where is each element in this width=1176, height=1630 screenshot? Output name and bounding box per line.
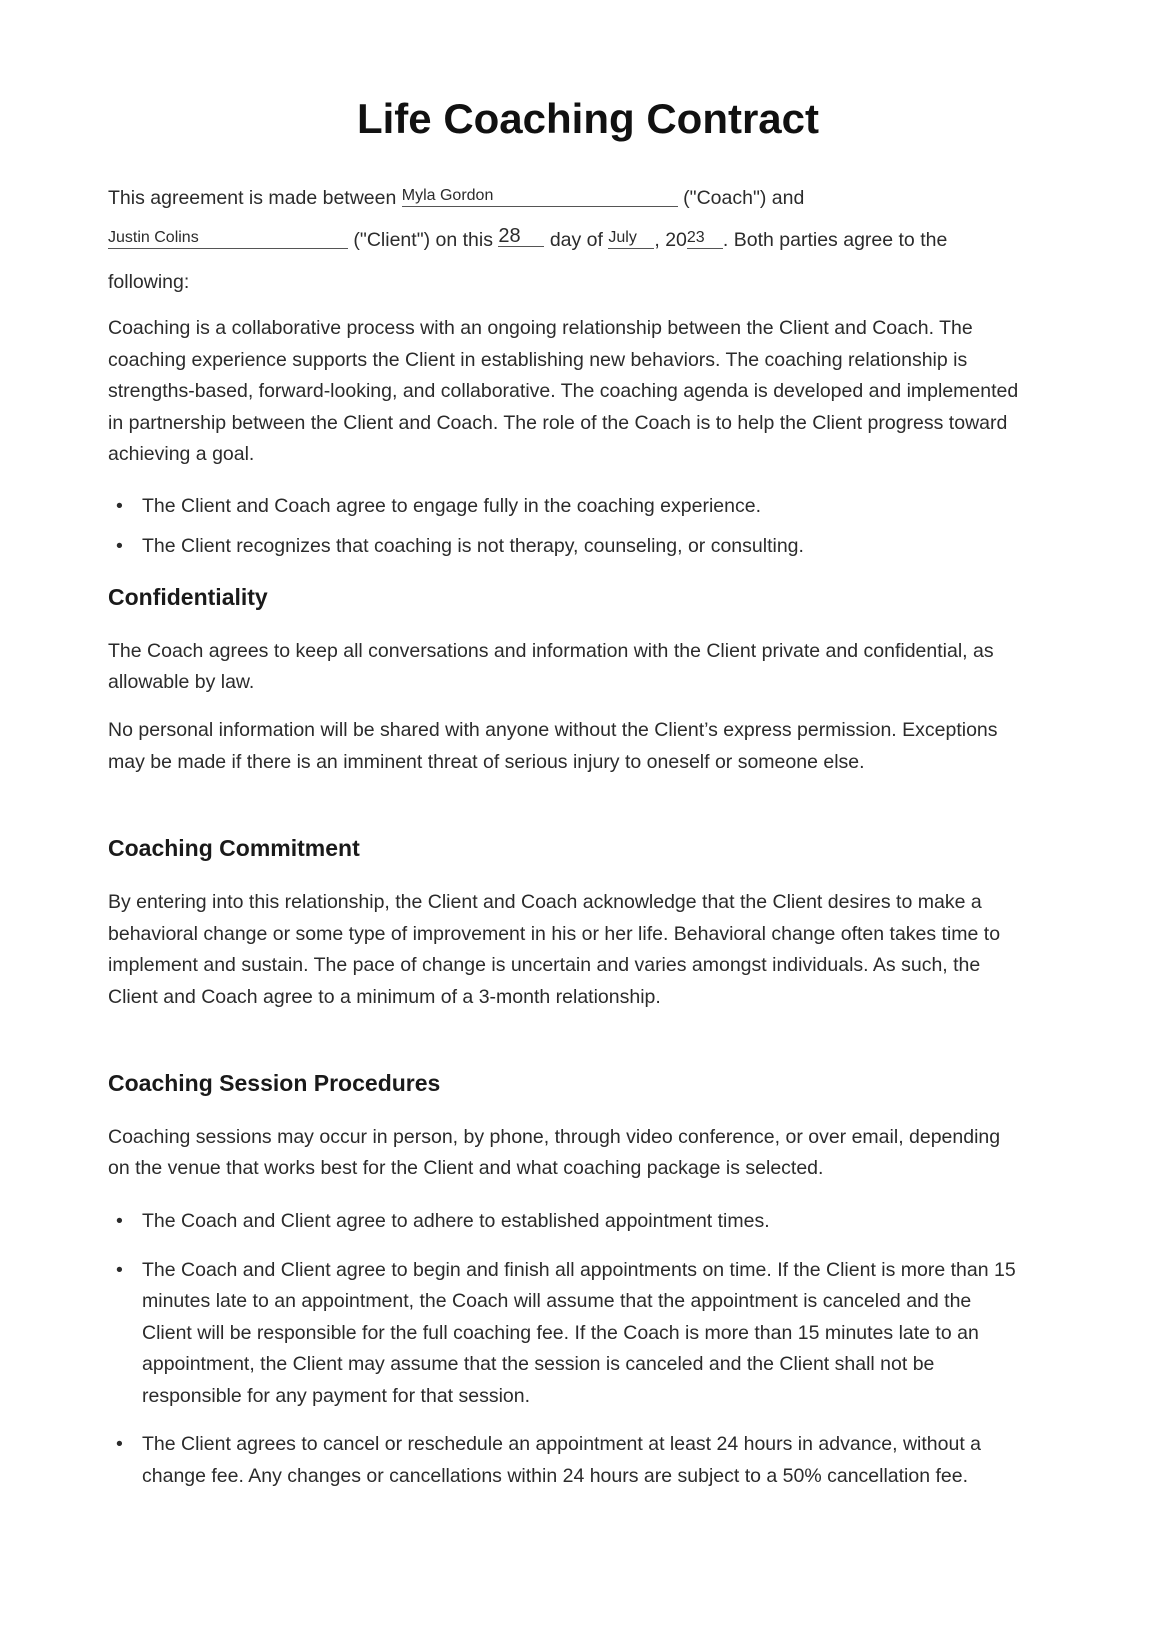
list-item: • The Coach and Client agree to adhere to established appointment times. [108, 1206, 1020, 1238]
intro-text: following: [108, 271, 190, 293]
overview-paragraph: Coaching is a collaborative process with an ongoing relationship between the Client and Coach. The coaching experience supports the Client in establishing new behaviors. The coaching relationship is strengths-based, forward-looking, and collaborative. The coaching agenda is developed and implemented in partnership between the Client and Coach. The role of the Coach is to help the Client progress toward achieving a goal. [108, 317, 1019, 465]
intro-text: ("Coach") and [683, 187, 805, 209]
list-item: • The Coach and Client agree to begin and finish all appointments on time. If the Client is more than 15 minutes late to an appointment, the Coach will assume that the appointment is canceled and the Client will be responsible for the full coaching fee. If the Coach is more than 15 minutes late to an appointment, the Client may assume that the session is canceled and the Client shall not be responsible for any payment for that session. [108, 1255, 1020, 1413]
confidentiality-paragraph-1: The Coach agrees to keep all conversations and information with the Client private and confidential, as allowable by law. [108, 640, 994, 693]
client-name-field[interactable]: Justin Colins [108, 228, 348, 249]
intro-text: This agreement is made between [108, 187, 397, 209]
overview-bullets [108, 491, 1020, 562]
commitment-paragraph: By entering into this relationship, the Client and Coach acknowledge that the Client desires to make a behavioral change or some type of improvement in his or her life. Behavioral change often takes time to implement and sustain. The pace of change is uncertain and varies amongst individuals. As such, the Client and Coach agree to a minimum of a 3-month relationship. [108, 891, 1001, 1008]
confidentiality-paragraph-2: No personal information will be shared with anyone without the Client’s express permission. Exceptions may be made if there is an imminent threat of serious injury to oneself or someone else. [108, 719, 998, 773]
procedures-paragraph: Coaching sessions may occur in person, by phone, through video conference, or over email, depending on the venue that works best for the Client and what coaching package is selected. [108, 1126, 1001, 1179]
year-field[interactable]: 23 [687, 228, 723, 249]
list-item: • The Client recognizes that coaching is not therapy, counseling, or consulting. [108, 531, 1020, 563]
commitment-heading: Coaching Commitment [108, 835, 360, 861]
intro-text: day of [549, 229, 603, 251]
procedures-bullets [108, 1206, 1020, 1492]
month-field[interactable]: July [608, 228, 654, 249]
coach-name-field[interactable]: Myla Gordon [402, 186, 678, 207]
list-item: • The Client agrees to cancel or reschedule an appointment at least 24 hours in advance, without a change fee. Any changes or cancellations within 24 hours are subject to a 50% cancellation fee. [108, 1429, 1020, 1492]
procedures-heading: Coaching Session Procedures [108, 1070, 441, 1096]
intro-text: ("Client") on this [353, 229, 493, 251]
intro-text: . Both parties agree to the [722, 229, 948, 251]
list-item: • The Client and Coach agree to engage fully in the coaching experience. [108, 491, 1020, 523]
confidentiality-heading: Confidentiality [108, 584, 268, 610]
intro-paragraph [108, 177, 1020, 303]
page-title: Life Coaching Contract [356, 95, 820, 142]
day-field[interactable]: 28 [498, 226, 544, 247]
intro-text: , 20 [654, 229, 687, 251]
